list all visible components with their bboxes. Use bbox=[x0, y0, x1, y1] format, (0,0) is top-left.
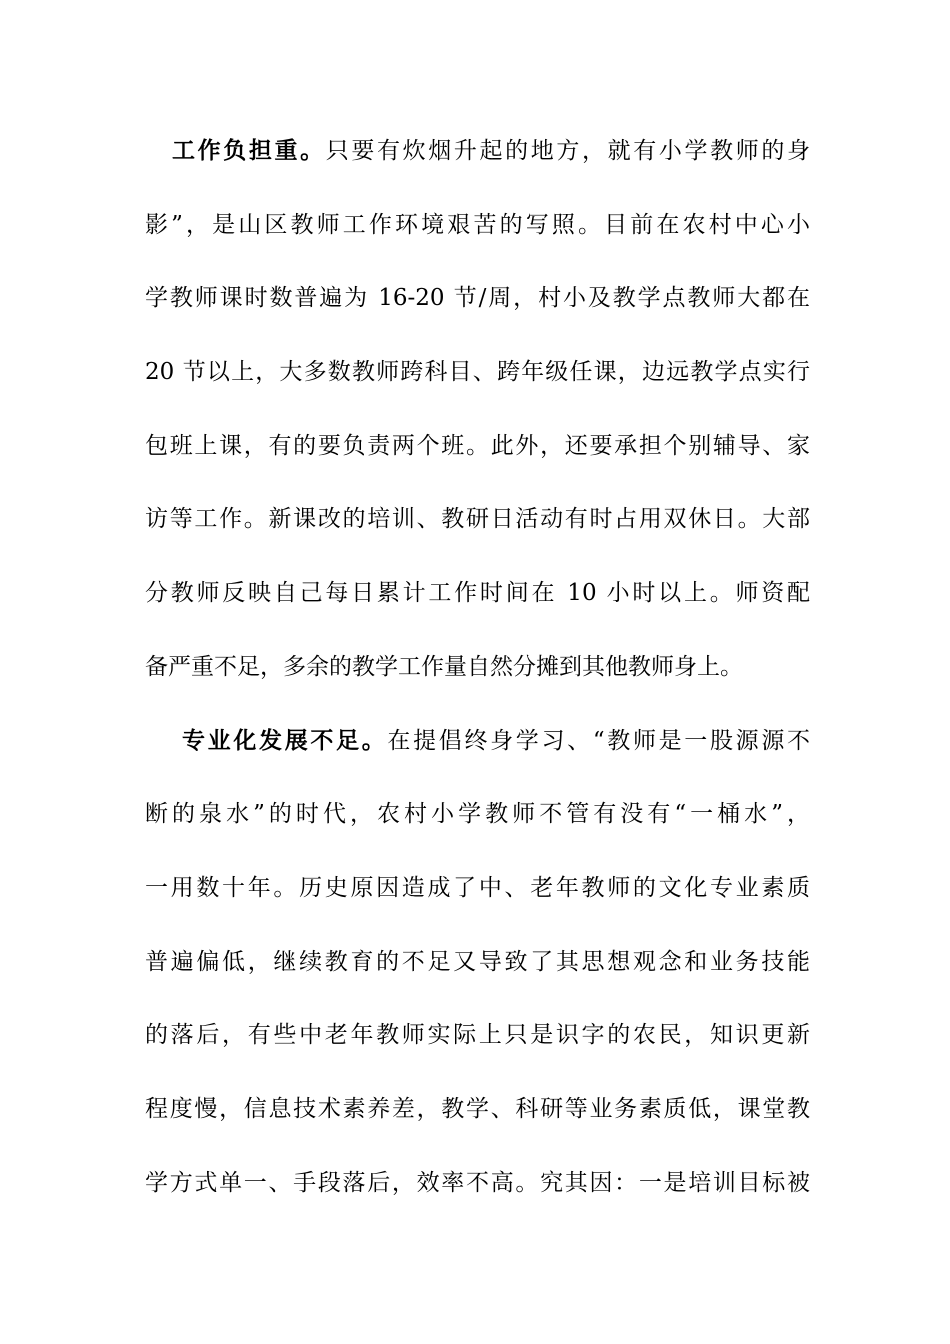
paragraph-2-line-1 bbox=[145, 715, 810, 789]
paragraph-1-line-2: 影”，是山区教师工作环境艰苦的写照。目前在农村中心小 bbox=[145, 211, 810, 238]
paragraph-2-line-7: 学方式单一、手段落后，效率不高。究其因：一是培训目标被 bbox=[145, 1169, 810, 1196]
paragraph-2-heading: 专业化发展不足。 bbox=[182, 726, 388, 754]
paragraph-1-text: 只要有炊烟升起的地方，就有小学教师的身 bbox=[325, 138, 810, 164]
paragraph-1-line-1 bbox=[145, 125, 810, 199]
document-body bbox=[145, 125, 810, 1230]
paragraph-1-line-3: 学教师课时数普遍为 16-20 节/周，村小及教学点教师大都在 bbox=[145, 285, 810, 312]
paragraph-2-text: 在提倡终身学习、“教师是一股源源不 bbox=[387, 727, 811, 754]
paragraph-2-line-4: 普遍偏低，继续教育的不足又导致了其思想观念和业务技能 bbox=[145, 948, 810, 975]
paragraph-1-line-5: 包班上课，有的要负责两个班。此外，还要承担个别辅导、家 bbox=[145, 432, 810, 459]
paragraph-2-line-2: 断的泉水”的时代，农村小学教师不管有没有“一桶水”， bbox=[145, 801, 810, 828]
paragraph-2-line-3: 一用数十年。历史原因造成了中、老年教师的文化专业素质 bbox=[145, 874, 810, 901]
paragraph-1-line-7: 分教师反映自己每日累计工作时间在 10 小时以上。师资配 bbox=[145, 580, 810, 607]
paragraph-1-line-8: 备严重不足，多余的教学工作量自然分摊到其他教师身上。 bbox=[145, 653, 743, 680]
paragraph-2-line-5: 的落后，有些中老年教师实际上只是识字的农民，知识更新 bbox=[145, 1022, 810, 1049]
paragraph-2-line-6: 程度慢，信息技术素养差，教学、科研等业务素质低，课堂教 bbox=[145, 1095, 810, 1122]
paragraph-1-line-6: 访等工作。新课改的培训、教研日活动有时占用双休日。大部 bbox=[145, 506, 810, 533]
paragraph-1-line-4: 20 节以上，大多数教师跨科目、跨年级任课，边远教学点实行 bbox=[145, 359, 810, 386]
paragraph-1-heading: 工作负担重。 bbox=[172, 137, 326, 164]
